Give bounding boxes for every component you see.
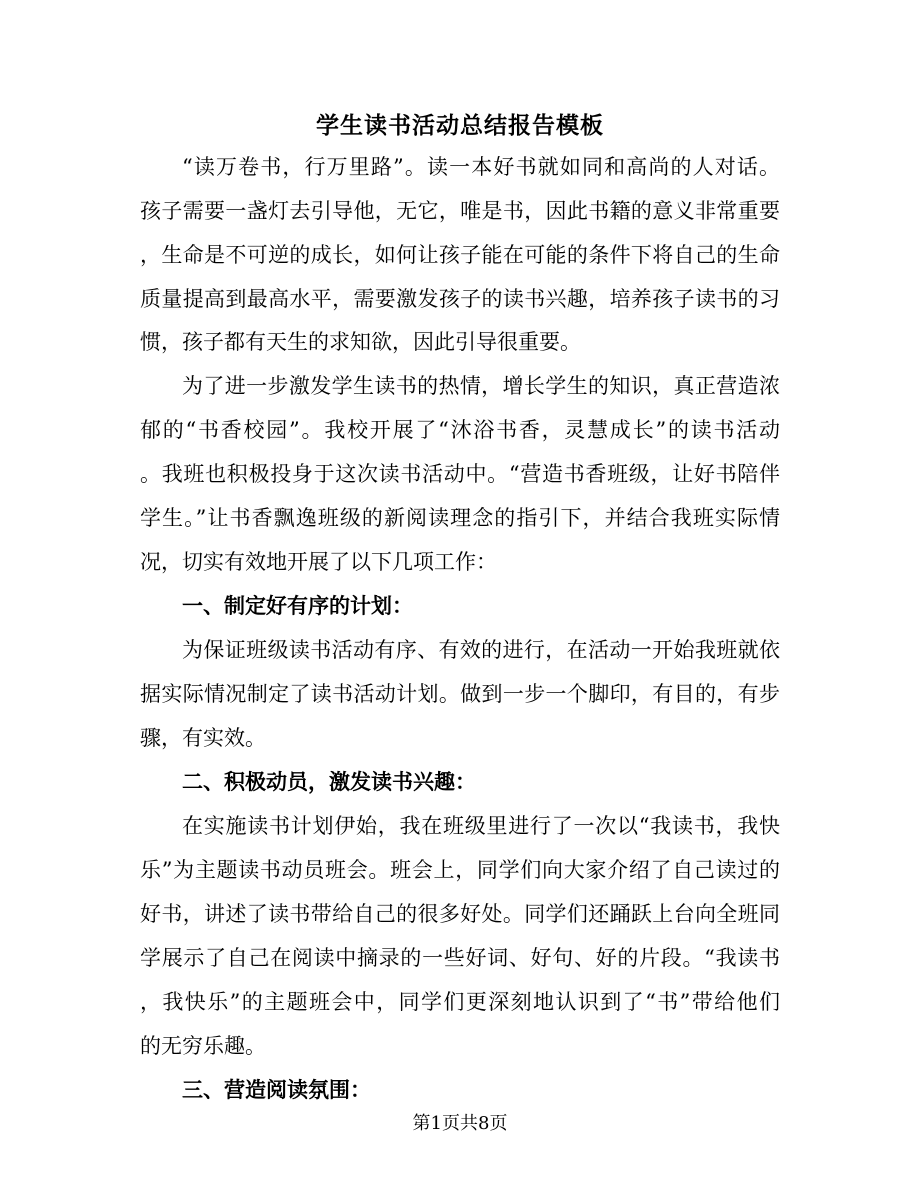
paragraph-3-line-3: 骤，有实效。 <box>140 726 266 750</box>
paragraph-4-line-1: 在实施读书计划伊始，我在班级里进行了一次以“我读书，我快 <box>182 814 780 838</box>
document-title: 学生读书活动总结报告模板 <box>316 112 604 139</box>
paragraph-4-line-5: ，我快乐”的主题班会中，同学们更深刻地认识到了“书”带给他们 <box>140 990 780 1014</box>
paragraph-2-line-2: 郁的“书香校园”。我校开展了“沐浴书香，灵慧成长”的读书活动 <box>140 418 780 442</box>
paragraph-3-line-1: 为保证班级读书活动有序、有效的进行，在活动一开始我班就依 <box>182 638 780 662</box>
section-heading-3: 三、营造阅读氛围： <box>182 1077 371 1102</box>
section-heading-2: 二、积极动员，激发读书兴趣： <box>182 769 476 794</box>
paragraph-1-line-1: “读万卷书，行万里路”。读一本好书就如同和高尚的人对话。 <box>182 155 780 179</box>
paragraph-4-line-4: 学展示了自己在阅读中摘录的一些好词、好句、好的片段。“我读书 <box>140 946 780 970</box>
paragraph-2-line-5: 况，切实有效地开展了以下几项工作： <box>140 550 497 574</box>
paragraph-2-line-1: 为了进一步激发学生读书的热情，增长学生的知识，真正营造浓 <box>182 374 780 398</box>
paragraph-2-line-4: 学生。”让书香飘逸班级的新阅读理念的指引下，并结合我班实际情 <box>140 506 780 530</box>
paragraph-4-line-2: 乐”为主题读书动员班会。班会上，同学们向大家介绍了自己读过的 <box>140 858 780 882</box>
paragraph-1-line-5: 惯，孩子都有天生的求知欲，因此引导很重要。 <box>140 330 581 354</box>
paragraph-4-line-6: 的无穷乐趣。 <box>140 1034 266 1058</box>
paragraph-3-line-2: 据实际情况制定了读书活动计划。做到一步一个脚印，有目的，有步 <box>140 682 780 706</box>
section-heading-1: 一、制定好有序的计划： <box>182 593 413 618</box>
paragraph-1-line-4: 质量提高到最高水平，需要激发孩子的读书兴趣，培养孩子读书的习 <box>140 287 780 311</box>
paragraph-4-line-3: 好书，讲述了读书带给自己的很多好处。同学们还踊跃上台向全班同 <box>140 902 780 926</box>
paragraph-1-line-3: ，生命是不可逆的成长，如何让孩子能在可能的条件下将自己的生命 <box>140 243 780 267</box>
paragraph-2-line-3: 。我班也积极投身于这次读书活动中。“营造书香班级，让好书陪伴 <box>140 462 780 486</box>
paragraph-1-line-2: 孩子需要一盏灯去引导他，无它，唯是书，因此书籍的意义非常重要 <box>140 199 780 223</box>
page-indicator: 第1页共8页 <box>412 1113 508 1134</box>
